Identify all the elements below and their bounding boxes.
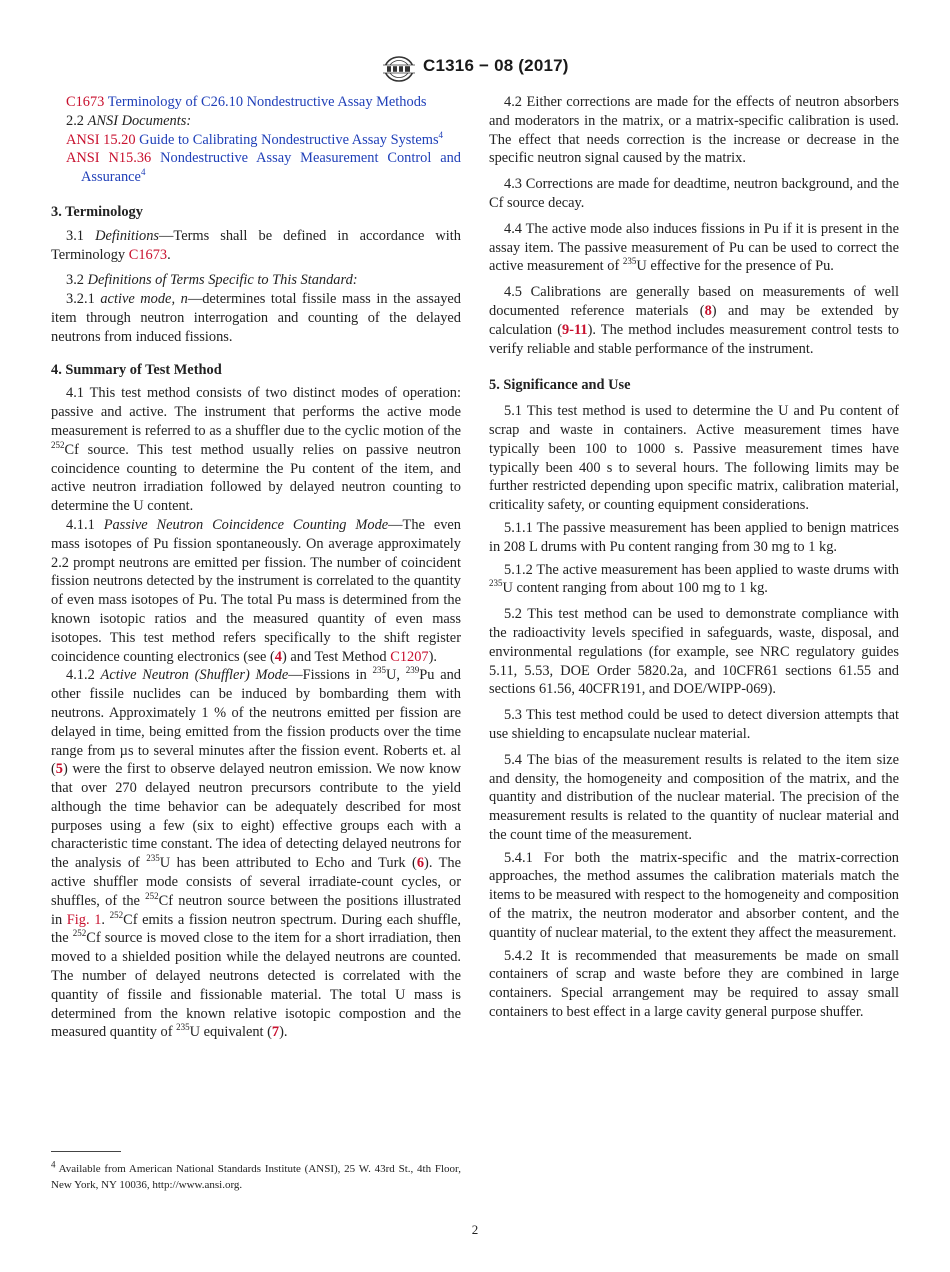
paragraph-4-1: 4.1 This test method consists of two distinct modes of operation: passive and active. The instrument that performs the active mode measurement is referred to as a shuffler due to the cyclic motion of the $^{252}$Cf source. This test method usually relies on passive neutron coincidence counting to determine the Pu content of the item, and active neutron irradiation followed by delayed neutron counting to determine the U content.	[51, 385, 461, 515]
reference-code-link[interactable]: ANSI N15.36	[66, 150, 152, 167]
reference-code-link[interactable]: C1673	[66, 94, 105, 110]
citation-link[interactable]: 7	[271, 1024, 280, 1041]
page-header	[0, 55, 950, 85]
paragraph-5-3: 5.3 This test method could be used to detect diversion attempts that use shielding to encapsulate nuclear material.	[489, 707, 899, 742]
paragraph-5-1: 5.1 This test method is used to determine the U and Pu content of scrap and waste in containers. Active measurement times have typically been 100 to 1000 s. Passive measurement times have typically been 400 s to several hours. The following limits may be further restricted depending upon specific matrix, calibration material, criticality safety, or counting equipment considerations.	[489, 403, 899, 514]
link-c1207[interactable]: C1207	[390, 648, 429, 665]
paragraph-5-4: 5.4 The bias of the measurement results is related to the item size and density, the homogeneity and composition of the matrix, and the quantity and distribution of the nuclear material. The precision of the measurement results is related to the quantity of nuclear material and the count time of the measurement.	[489, 751, 899, 843]
paragraph-4-1-2: 4.1.2 Active Neutron (Shuffler) Mode—Fissions in $^{235}$U, $^{239}$Pu and other fissile nuclides can be induced by bombarding them with neutrons. Approximately 1 % of the neutrons emitted per fission are delayed in time, being emitted from the fission products over the time range from µs to several minutes after the fission event. Roberts et. al (5) were the first to observe delayed neutron emission. We now know that over 270 delayed neutron precursors contribute to the yield although the time behavior can be adequately described for most purposes using a few (six to eight) effective groups each with a characteristic time constant. The idea of detecting delayed neutrons for the analysis of $^{235}$U has been attributed to Echo and Turk (6). The active shuffler mode consists of several irradiate-count cycles, or shuffles, of the $^{252}$Cf neutron source between the positions illustrated in Fig. 1. $^{252}$Cf emits a fission neutron spectrum. During each shuffle, the $^{252}$Cf source is moved close to the item for a short irradiation, then moved to a shielded position while the delayed neutrons are counted. The number of delayed neutrons detected is correlated with the quantity of fissile and fissionable material. The total U mass is determined from the known relative isotopic compostion and the measured quantity of $^{235}$U equivalent (7).	[51, 665, 461, 1041]
paragraph-5-1-1: 5.1.1 The passive measurement has been applied to benign matrices in 208 L drums with Pu content ranging from 30 mg to 1 kg.	[489, 519, 899, 555]
footnote: $^4$ Available from American National Standards Institute (ANSI), 25 W. 43rd St., 4th Floor, New York, NY 10036, http://www.ansi.org.	[51, 1159, 461, 1191]
reference-code-link[interactable]: ANSI 15.20	[66, 131, 136, 148]
section-heading-significance: 5. Significance and Use	[489, 377, 631, 394]
right-column	[489, 93, 899, 1022]
citation-link[interactable]: 4	[274, 648, 282, 665]
paragraph-5-4-2: 5.4.2 It is recommended that measurements be made on small containers of scrap and waste before they are combined in large containers. Special arrangement may be required to assay small containers to best effect in a large cavity general purpose shuffer.	[489, 947, 899, 1021]
link-c1673[interactable]: C1673	[128, 246, 168, 263]
citation-link[interactable]: 6	[416, 855, 425, 872]
paragraph-5-1-2: 5.1.2 The active measurement has been applied to waste drums with $^{235}$U content ranging from about 100 mg to 1 kg.	[489, 561, 899, 597]
left-column	[51, 93, 461, 1042]
paragraph-5-4-1: 5.4.1 For both the matrix-specific and the matrix-correction approaches, the method assumes the calibration materials match the items to be measured with respect to the homogeneity and composition of the matrix, the neutron moderator and absorber content, and the quantity of nuclear material, to the extent they affect the measurement.	[489, 849, 899, 941]
paragraph-3-2: 3.2 Definitions of Terms Specific to This Standard:	[66, 272, 358, 289]
reference-title-link[interactable]: Guide to Calibrating Nondestructive Assay Systems	[139, 131, 439, 148]
reference-title-link[interactable]: Terminology of C26.10 Nondestructive Assay Methods	[107, 94, 427, 110]
reference-title-link[interactable]: Nondestructive Assay Measurement Control and Assurance	[81, 150, 461, 186]
paragraph-4-3: 4.3 Corrections are made for deadtime, neutron background, and the Cf source decay.	[489, 176, 899, 211]
citation-link[interactable]: 9-11	[562, 321, 588, 338]
footnote-marker[interactable]: 4	[438, 129, 444, 140]
paragraph-4-2: 4.2 Either corrections are made for the effects of neutron absorbers and moderators in the matrix, or a matrix-specific calibration is used. The effect that needs correction is the increase or decrease in the specific neutron signal caused by the matrix.	[489, 94, 899, 167]
section-heading-summary: 4. Summary of Test Method	[51, 361, 222, 378]
astm-logo-icon	[379, 55, 419, 83]
reference-ansi-n1536	[51, 149, 461, 187]
paragraph-3-1: 3.1 Definitions—Terms shall be defined in accordance with Terminology C1673.	[51, 227, 461, 263]
paragraph-4-4: 4.4 The active mode also induces fissions in Pu if it is present in the assay item. The passive measurement of Pu can be used to correct the active measurement of $^{235}$U effective for the presence of Pu.	[489, 220, 899, 275]
paragraph-4-5: 4.5 Calibrations are generally based on measurements of well documented reference materials (8) and may be extended by calculation (9-11). The method includes measurement control tests to verify reliable and stable performance of the instrument.	[489, 284, 899, 357]
paragraph-5-2: 5.2 This test method can be used to demonstrate compliance with the radioactivity levels specified in safeguards, waste, disposal, and environmental regulations (for example, see NRC regulatory guides 5.11, 5.53, DOE Order 5820.2a, and 10CFR61 sections 61.55 and sections 61.56, 40CFR191, and DOE/WIPP-069).	[489, 606, 899, 698]
footnote-marker[interactable]: 4	[140, 167, 146, 178]
figure-link[interactable]: Fig. 1	[66, 911, 102, 928]
section-heading-terminology: 3. Terminology	[51, 203, 143, 220]
paragraph-3-2-1: 3.2.1 active mode, n—determines total fissile mass in the assayed item through neutron interrogation and counting of the delayed neutrons from induced fissions.	[51, 291, 461, 345]
footnote-divider	[51, 1151, 121, 1152]
paragraph-4-1-1: 4.1.1 Passive Neutron Coincidence Counting Mode—The even mass isotopes of Pu fission spontaneously. On average approximately 2.2 prompt neutrons are emitted per fission. The number of coincident fission neutrons detected by the instrument is correlated to the quantity of even mass isotopes of Pu. The total Pu mass is determined from the known isotopic ratios and the measured quantity of even mass isotopes. This test method refers specifically to the shift register coincidence counting electronics (see (4) and Test Method C1207).	[51, 516, 461, 665]
reference-c1673	[51, 93, 461, 112]
citation-link[interactable]: 5	[55, 761, 63, 778]
citation-link[interactable]: 8	[704, 302, 712, 319]
document-id: C1316 − 08 (2017)	[423, 56, 569, 75]
reference-ansi-1520	[51, 131, 461, 150]
page-number: 2	[471, 1222, 479, 1237]
ansi-documents-heading: 2.2 ANSI Documents:	[66, 112, 192, 129]
